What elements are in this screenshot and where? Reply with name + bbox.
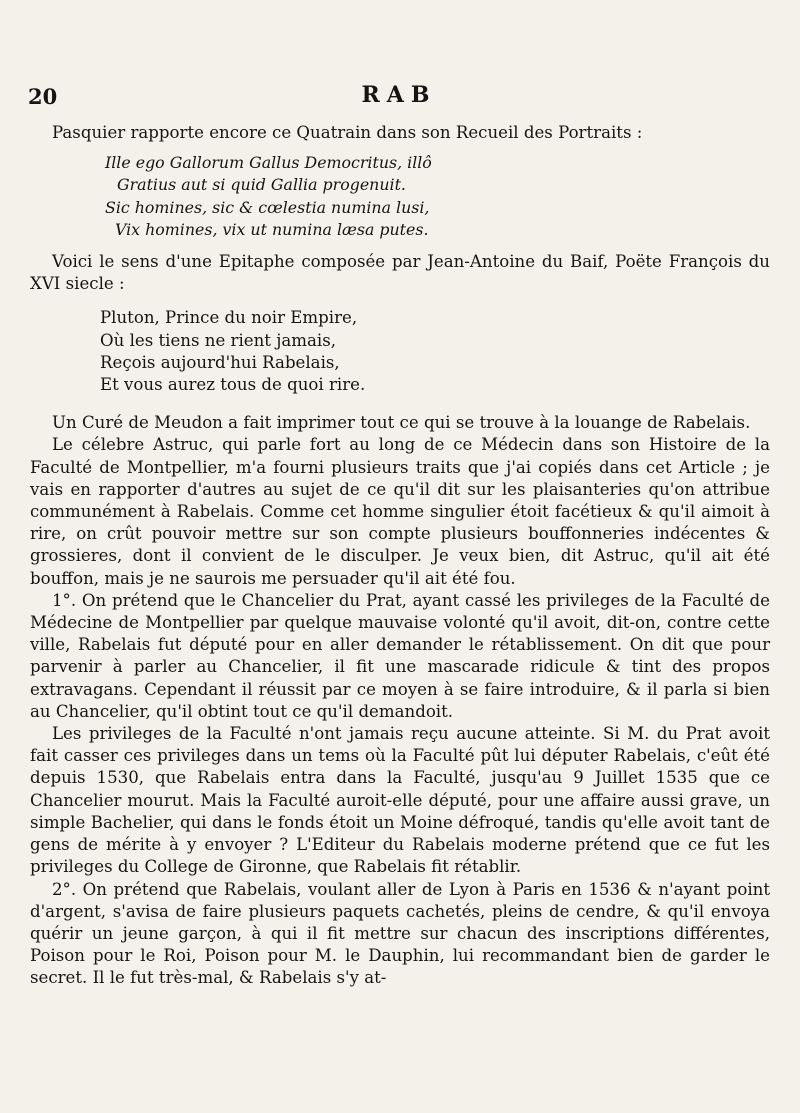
verse-line: Vix homines, vix ut numina læsa putes.: [115, 219, 429, 239]
french-epitaph: [100, 307, 770, 396]
paragraph: Le célebre Astruc, qui parle fort au long de ce Médecin dans son Histoire de la Faculté de Montpellier, m'a fourni plusieurs traits que j'ai copiés dans cet Article ; je vais en rapporter d'autres au sujet de ce qu'il dit sur les plaisanteries qu'on attribue communément à Rabelais. Comme cet homme singulier étoit facétieux & qu'il aimoit à rire, on crût pouvoir mettre sur son compte plusieurs bouffonneries indécentes & grossieres, dont il convient de le disculper. Je veux bien, dit Astruc, qu'il ait été bouffon, mais je ne saurois me persuader qu'il ait été fou.: [30, 435, 770, 588]
latin-quatrain: [105, 152, 770, 241]
page-header: [28, 78, 770, 110]
body-text: [30, 122, 770, 990]
paragraph: 1°. On prétend que le Chancelier du Prat, ayant cassé les privileges de la Faculté de Médecine de Montpellier par quelque mauvaise volonté qu'il avoit, dit-on, contre cette ville, Rabelais fut député pour en aller demander le rétablissement. On dit que pour parvenir à parler au Chancelier, il fit une mascarade ridicule & tint des propos extravagans. Cependant il réussit par ce moyen à se faire introduire, & il parla si bien au Chancelier, qu'il obtint tout ce qu'il demandoit.: [30, 590, 770, 721]
epitaph-intro: Voici le sens d'une Epitaphe composée par Jean-Antoine du Baif, Poëte François du XVI siecle :: [30, 252, 770, 294]
page-number: 20: [28, 84, 58, 109]
running-title: RAB: [361, 82, 437, 108]
verse-line: Gratius aut si quid Gallia progenuit.: [117, 175, 406, 195]
verse-line: Où les tiens ne rient jamais,: [100, 330, 336, 350]
paragraph: 2°. On prétend que Rabelais, voulant aller de Lyon à Paris en 1536 & n'ayant point d'argent, s'avisa de faire plusieurs paquets cachetés, pleins de cendre, & qu'il envoya quérir un jeune garçon, à qui il fit mettre sur chacun des inscriptions différentes, Poison pour le Roi, Poison pour M. le Dauphin, lui recommandant bien de garder le secret. Il le fut très-mal, & Rabelais s'y at-: [30, 879, 770, 988]
paragraph: Les privileges de la Faculté n'ont jamais reçu aucune atteinte. Si M. du Prat avoit fait casser ces privileges dans un tems où la Faculté pût lui députer Rabelais, c'eût été depuis 1530, que Rabelais entra dans la Faculté, jusqu'au 9 Juillet 1535 que ce Chancelier mourut. Mais la Faculté auroit-elle député, pour une affaire aussi grave, un simple Bachelier, qui dans le fonds étoit un Moine défroqué, tandis qu'elle avoit tant de gens de mérite à y envoyer ? L'Editeur du Rabelais moderne prétend que ce fut les privileges du College de Gironne, que Rabelais fit rétablir.: [30, 724, 770, 877]
verse-line: Et vous aurez tous de quoi rire.: [100, 375, 366, 395]
verse-line: Ille ego Gallorum Gallus Democritus, illô: [105, 153, 432, 173]
verse-line: Reçois aujourd'hui Rabelais,: [100, 352, 340, 372]
paragraph: Un Curé de Meudon a fait imprimer tout ce qui se trouve à la louange de Rabelais.: [52, 413, 751, 433]
quatrain-intro: Pasquier rapporte encore ce Quatrain dans son Recueil des Portraits :: [52, 123, 643, 142]
verse-line: Sic homines, sic & cœlestia numina lusi,: [105, 197, 430, 217]
verse-line: Pluton, Prince du noir Empire,: [100, 308, 358, 328]
